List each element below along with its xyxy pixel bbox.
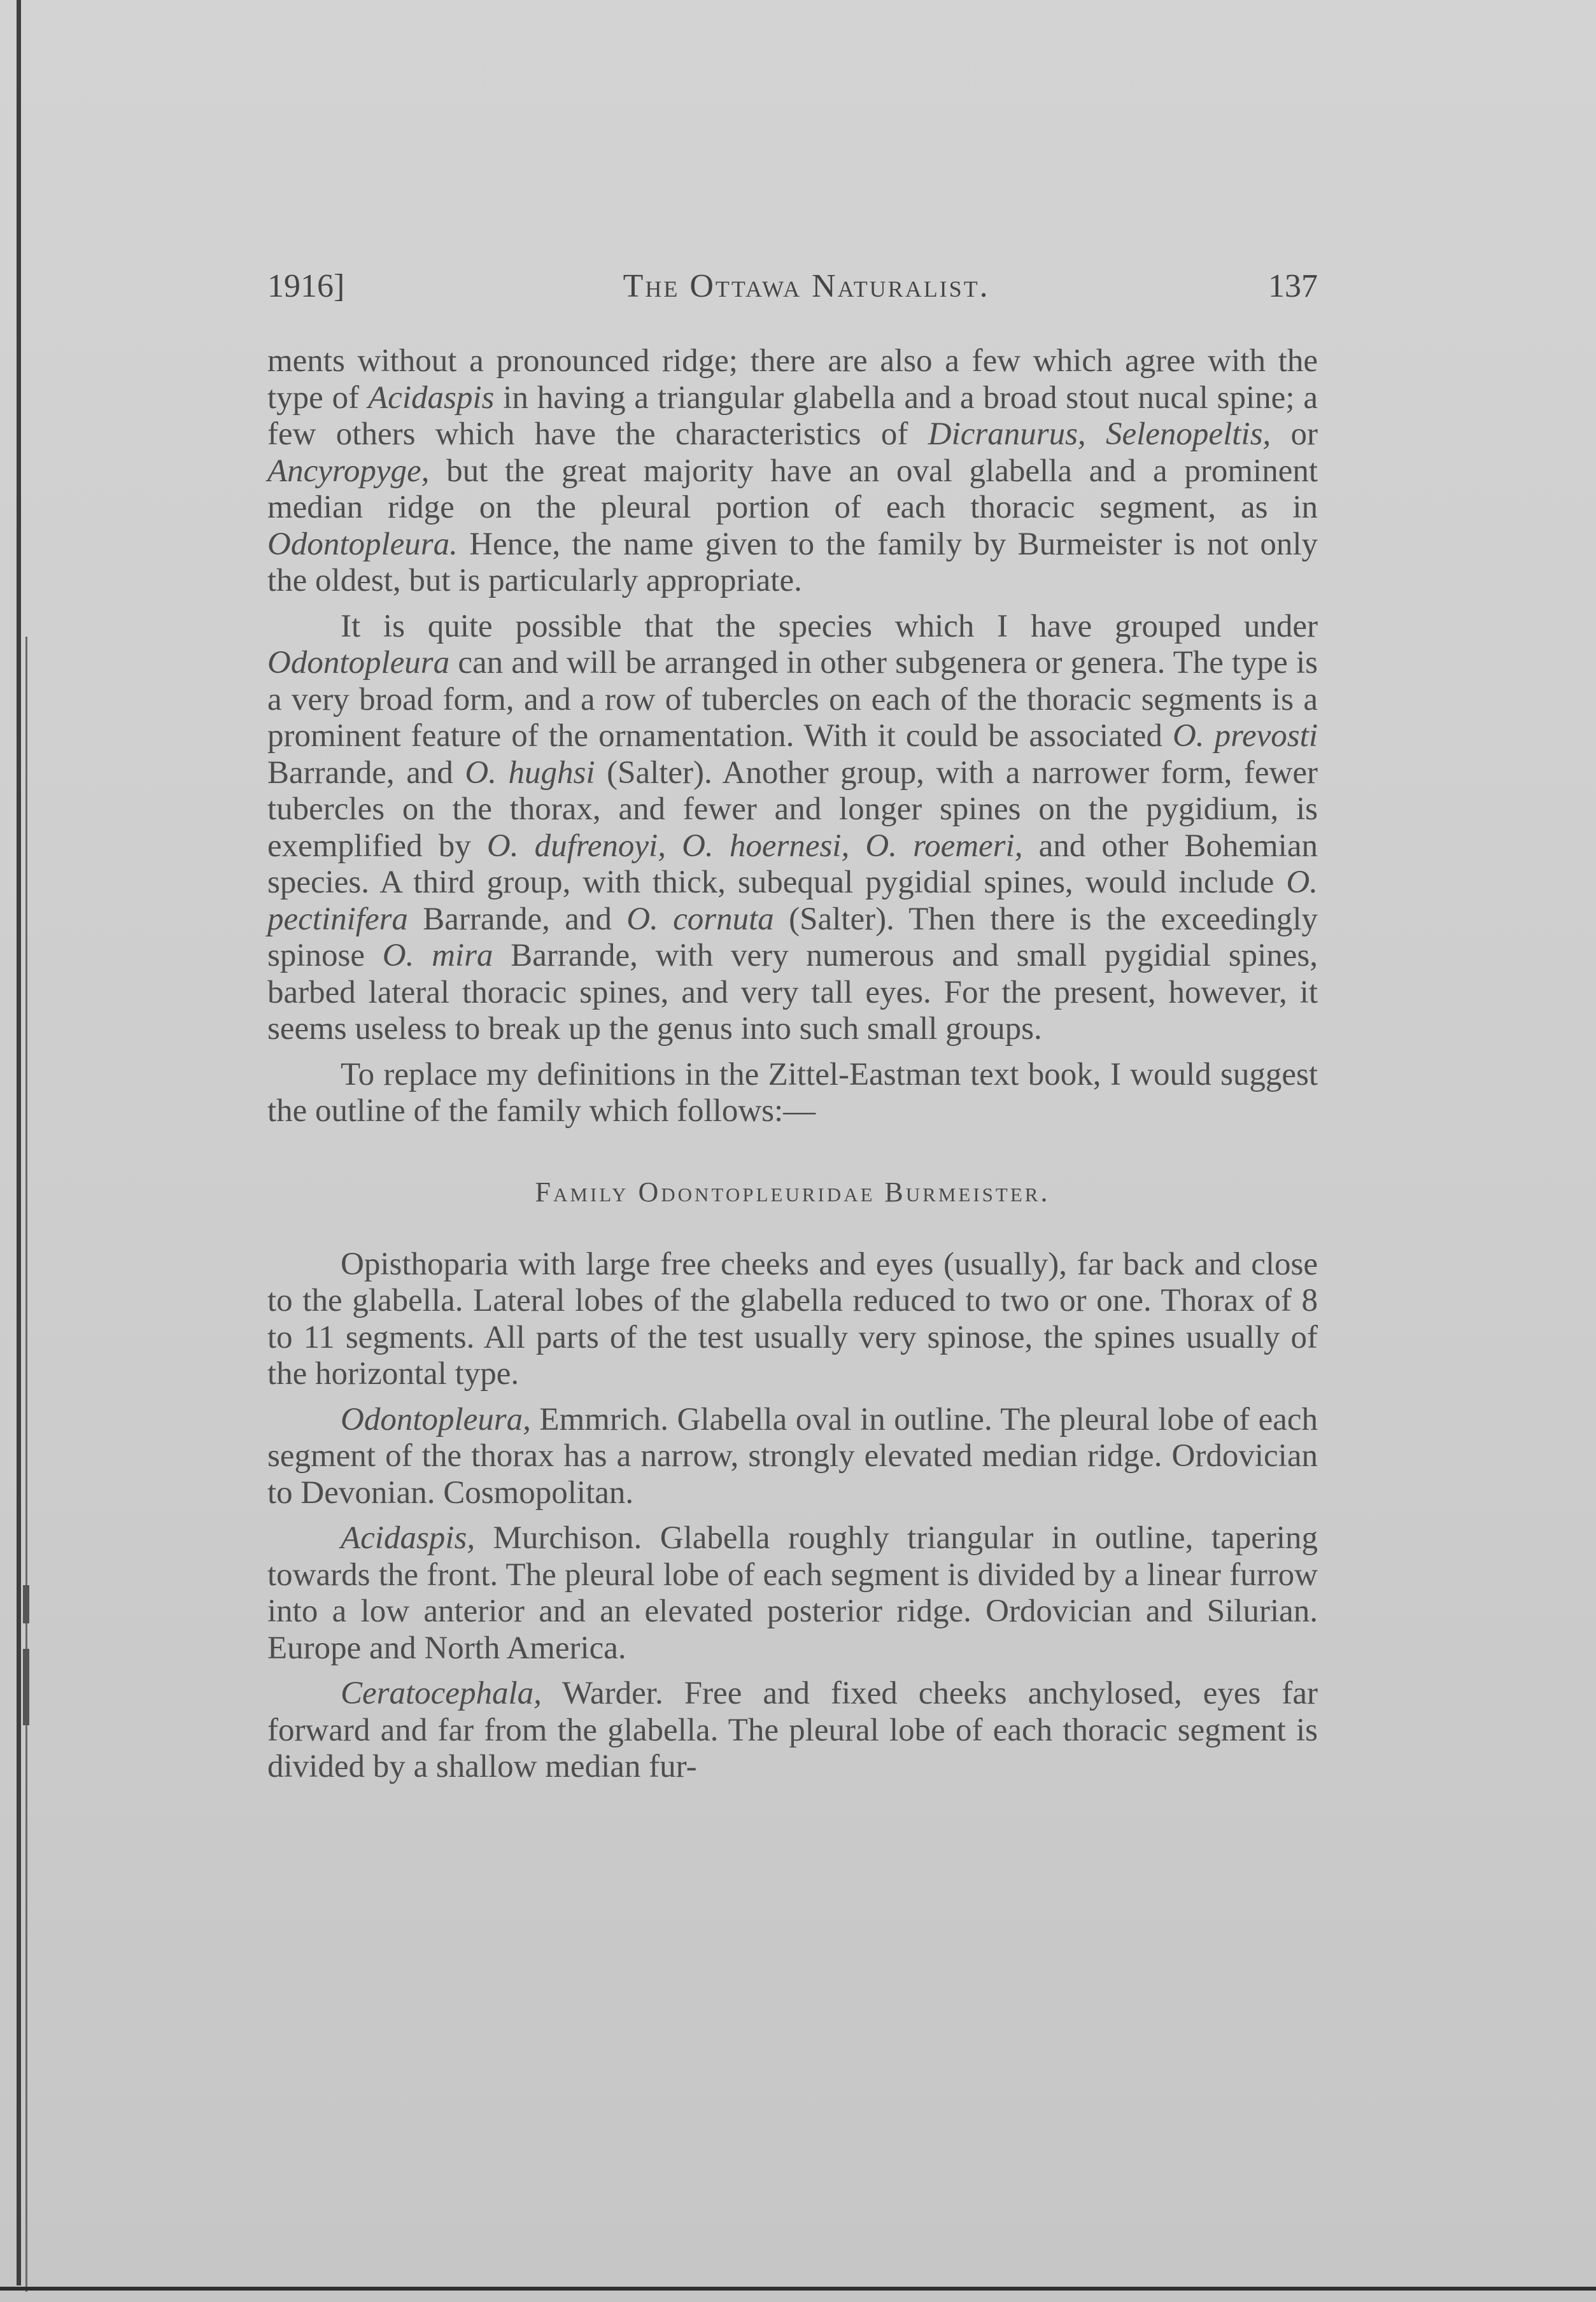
text-run: Murchison. Glabella roughly triangular in outline, tapering towards the front. The pleural lobe of each segment is divided by a linear furrow into a low anterior and an elevated posterior ridge. Ordovician and Silurian. Europe and North America. bbox=[267, 1520, 1318, 1666]
italic-run: Acidaspis bbox=[368, 379, 495, 416]
text-run: can and will be arranged in other subgenera or genera. The type is a very broad form, and a row of tubercles on each of the thoracic segments is a prominent feature of the ornamentation. With it could be associated bbox=[267, 645, 1318, 754]
binding-shadow bbox=[25, 637, 27, 2292]
text-run: or bbox=[1271, 416, 1318, 452]
text-run: Warder. Free and fixed cheeks anchylosed, eyes far forward and far from the glabella. The pleural lobe of each thoracic segment is divided by a shallow median fur- bbox=[267, 1676, 1318, 1784]
genus-ceratocephala bbox=[267, 1676, 1318, 1786]
genus-acidaspis bbox=[267, 1520, 1318, 1667]
italic-run: O. dufrenoyi, O. hoernesi, O. roemeri, bbox=[486, 828, 1023, 864]
text-run: (Salter). Then there is the exceedingly spinose bbox=[267, 901, 1318, 973]
text-run: Barrande, with very numerous and small pygidial spines, barbed lateral thoracic spines, and very tall eyes. For the present, however, it seems useless to break up the genus into such small groups. bbox=[267, 938, 1318, 1047]
text-run: ments without a pronounced ridge; there are also a few which agree with the type of bbox=[267, 343, 1318, 416]
volume-year: 1916] bbox=[267, 268, 345, 304]
binding-mark bbox=[23, 1585, 29, 1623]
page-content bbox=[267, 267, 1318, 1786]
page-edge-bottom bbox=[0, 2287, 1596, 2291]
text-run: To replace my definitions in the Zittel-Eastman text book, I would suggest the outline of the family which follows:— bbox=[267, 1056, 1318, 1129]
text-run: and other Bohemian species. A third group, with thick, subequal pygidial spines, would include bbox=[267, 828, 1318, 900]
family-description bbox=[267, 1246, 1318, 1393]
italic-run: O. pectinifera bbox=[267, 865, 1318, 937]
page-edge-left bbox=[17, 0, 21, 2285]
text-run: but the great majority have an oval glabella and a prominent median ridge on the pleural portion of each thoracic segment, as in bbox=[267, 453, 1318, 525]
italic-run: O. prevosti bbox=[1172, 718, 1318, 754]
text-run: Opisthoparia with large free cheeks and eyes (usually), far back and close to the glabella. Lateral lobes of the glabella reduced to two or one. Thorax of 8 to 11 segments. All parts of the test usually very spinose, the spines usually of the horizontal type. bbox=[267, 1246, 1318, 1392]
text-run: It is quite possible that the species which I have grouped under bbox=[341, 608, 1318, 644]
text-run: (Salter). Another group, with a narrower form, fewer tubercles on the thorax, and fewer and longer spines on the pygidium, is exemplified by bbox=[267, 754, 1318, 864]
paragraph-3 bbox=[267, 1057, 1318, 1130]
italic-run: Dicranurus, Selenopeltis, bbox=[928, 416, 1271, 452]
italic-run: O. mira bbox=[382, 938, 493, 973]
binding-mark bbox=[23, 1649, 29, 1725]
italic-run: Odontopleura. bbox=[267, 526, 458, 562]
section-heading: Family Odontopleuridae Burmeister. bbox=[535, 1176, 1050, 1208]
journal-title: The Ottawa Naturalist. bbox=[623, 268, 990, 304]
page-number: 137 bbox=[1268, 268, 1318, 304]
italic-run: O. cornuta bbox=[626, 901, 774, 937]
text-run: Hence, the name given to the family by Burmeister is not only the oldest, but is particularly appropriate. bbox=[267, 526, 1318, 598]
paragraph-1 bbox=[267, 343, 1318, 600]
text-run: Barrande, and bbox=[407, 901, 627, 937]
running-head bbox=[267, 267, 1318, 305]
italic-run: Ancyropyge, bbox=[267, 453, 430, 489]
italic-run: Odontopleura bbox=[267, 645, 450, 681]
italic-run: Acidaspis, bbox=[341, 1520, 476, 1556]
italic-run: Odontopleura, bbox=[341, 1401, 531, 1437]
text-run: in having a triangular glabella and a broad stout nucal spine; a few others which have the characteristics of bbox=[267, 379, 1318, 452]
text-run: Emmrich. Glabella oval in outline. The pleural lobe of each segment of the thorax has a narrow, strongly elevated median ridge. Ordovician to Devonian. Cosmopolitan. bbox=[267, 1401, 1318, 1511]
genus-odontopleura bbox=[267, 1402, 1318, 1512]
italic-run: Ceratocephala, bbox=[341, 1676, 542, 1711]
italic-run: O. hughsi bbox=[465, 754, 595, 791]
paragraph-2 bbox=[267, 609, 1318, 1048]
text-run: Barrande, and bbox=[267, 754, 465, 791]
